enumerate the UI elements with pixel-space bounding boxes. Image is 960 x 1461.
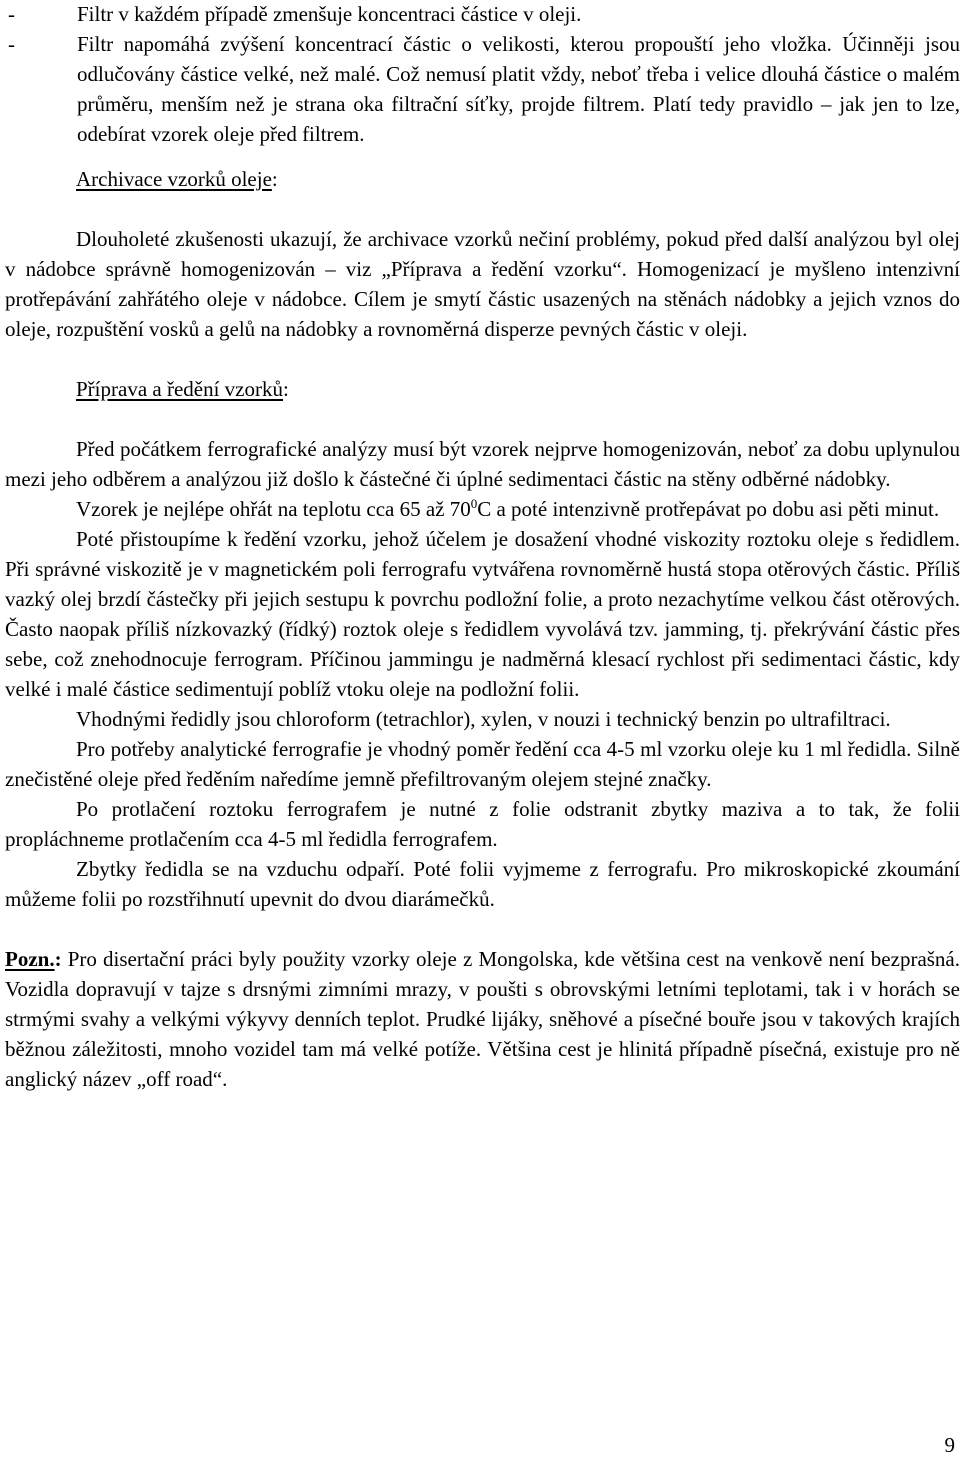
heading-text: Archivace vzorků oleje [76,167,272,191]
list-item [5,29,960,149]
paragraph: Zbytky ředidla se na vzduchu odpaří. Poté folii vyjmeme z ferrografu. Pro mikroskopické zkoumání můžeme folii po rozstřihnutí upevnit do dvou diarámečků. [5,857,960,911]
note-colon: : [54,947,62,971]
heading-colon: : [271,167,278,191]
list-item [5,0,960,29]
paragraph-text: C a poté intenzivně protřepávat po dobu asi pěti minut. [477,497,940,521]
note-paragraph [5,944,960,1094]
note-label: Pozn. [5,947,55,971]
paragraph: Před počátkem ferrografické analýzy musí být vzorek nejprve homogenizován, neboť za dobu uplynulou mezi jeho odběrem a analýzou již došlo k částečné či úplné sedimentaci částic na stěny odběrné nádobky. [5,437,960,491]
paragraph: Po protlačení roztoku ferrografem je nutné z folie odstranit zbytky maziva a to tak, že folii propláchneme protlačením cca 4-5 ml ředidla ferrografem. [5,797,960,851]
paragraph-text: Vzorek je nejlépe ohřát na teplotu cca 65 až 70 [76,497,471,521]
degree-superscript: 0 [470,496,478,511]
paragraph-archivace: Dlouholeté zkušenosti ukazují, že archivace vzorků nečiní problémy, pokud před další analýzou byl olej v nádobce správně homogenizován – viz „Příprava a ředění vzorku“. Homogenizací je myšleno intenzivní protřepávání zahřátého oleje v nádobce. Cílem je smytí částic usazených na stěnách nádobky a jejich vznos do oleje, rozpuštění vosků a gelů na nádobky a rovnoměrná disperze pevných částic v oleji. [5,227,960,341]
list-item-text: Filtr napomáhá zvýšení koncentrací částic o velikosti, kterou propouští jeho vložka. Účinněji jsou odlučovány částice velké, než malé. Což nemusí platit vždy, neboť třeba i velice dlouhá částice o malém průměru, menším než je strana oka filtrační síťky, projde filtrem. Platí tedy pravidlo – jak jen to lze, odebírat vzorek oleje před filtrem. [77,32,960,146]
list-item-text: Filtr v každém případě zmenšuje koncentraci částice v oleji. [77,2,582,26]
section-heading-archivace [5,164,960,194]
paragraph: Vhodnými ředidly jsou chloroform (tetrachlor), xylen, v nouzi i technický benzin po ultrafiltraci. [76,707,891,731]
note-text: Pro disertační práci byly použity vzorky oleje z Mongolska, kde většina cest na venkově není bezprašná. Vozidla dopravují v tajze s drsnými zimními mrazy, v poušti s obrovskými letními teplotami, tak i v horách se strmými svahy a velkými výkyvy denních teplot. Prudké lijáky, sněhové a písečné bouře jsou v takových krajích běžnou záležitosti, mnoho vozidel tam má velké potíže. Většina cest je hlinitá případně písečná, existuje pro ně anglický název „off road“. [5,947,960,1091]
document-page [5,0,960,1094]
paragraph [5,494,960,524]
list-bullet: - [8,2,15,26]
heading-text: Příprava a ředění vzorků [76,377,283,401]
heading-colon: : [283,377,289,401]
paragraph: Pro potřeby analytické ferrografie je vhodný poměr ředění cca 4-5 ml vzorku oleje ku 1 ml ředidla. Silně znečistěné oleje před ředěním naředíme jemně přefiltrovaným olejem stejné značky. [5,737,960,791]
section-heading-priprava [5,374,960,404]
page-number: 9 [944,1433,955,1457]
paragraph: Poté přistoupíme k ředění vzorku, jehož účelem je dosažení vhodné viskozity roztoku oleje s ředidlem. Při správné viskozitě je v magnetickém poli ferrografu vytvářena rovnoměrně hustá stopa otěrových částic. Příliš vazký olej brzdí částečky při jejich sestupu k povrchu podložní folie, a proto nezachytíme velkou část otěrových. Často naopak příliš nízkovazký (řídký) roztok oleje s ředidlem vyvolává tzv. jamming, tj. překrývání částic přes sebe, což znehodnocuje ferrogram. Příčinou jammingu je nadměrná klesací rychlost při sedimentaci částic, kdy velké i malé částice sedimentují poblíž vtoku oleje na podložní folii. [5,527,960,701]
list-bullet: - [8,32,15,56]
